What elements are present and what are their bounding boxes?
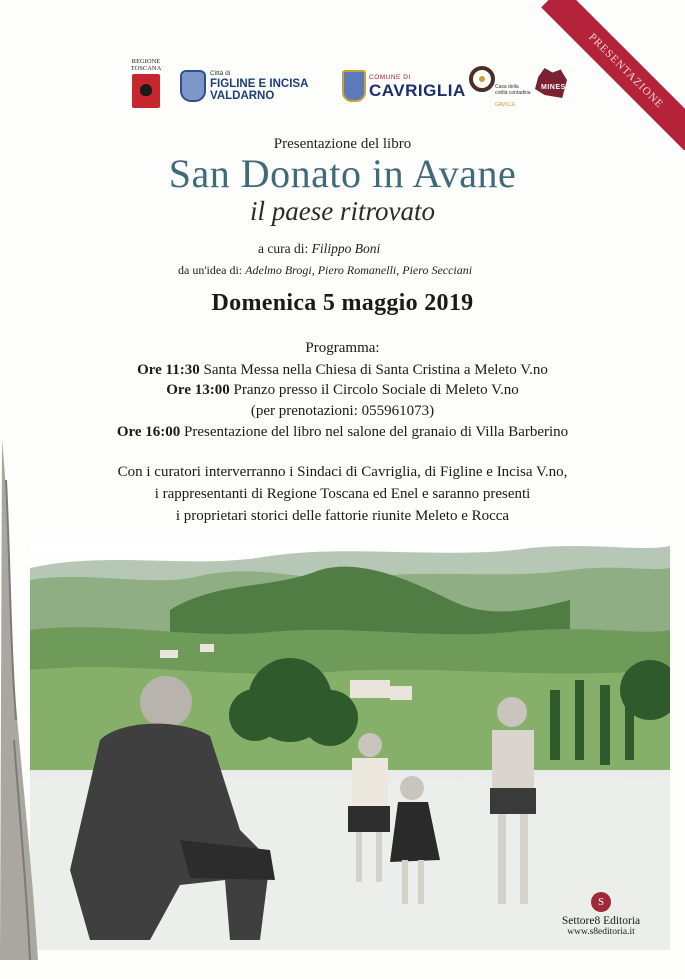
figline-name [210,78,308,102]
tree-trunk-illustration [0,440,48,960]
idea-names: Adelmo Brogi, Piero Romanelli, Piero Secciani [245,263,473,277]
ring-icon [469,66,495,92]
closing-text [0,461,685,527]
program-item [0,382,685,399]
figline-incisa-logo [180,70,330,104]
figline-crest-icon [180,70,206,102]
figline-line1: FIGLINE E INCISA [210,78,309,90]
curator-label: a cura di: [258,241,309,256]
mines-shape-icon [535,68,567,98]
cavriglia-big: CAVRIGLIA [369,81,466,100]
page-subtitle: il paese ritrovato [250,196,435,226]
publisher-url: www.s8editoria.it [567,927,635,937]
casa-line1: Casa della [495,84,519,90]
program-text: Presentazione del libro nel salone del granaio di Villa Barberino [184,424,569,440]
casa-sub: GAVILLE [495,102,516,108]
casa-civilta-logo [465,64,531,108]
closing-line1: Con i curatori interverranno i Sindaci di Cavriglia, di Figline e Incisa V.no, [117,464,568,480]
mines-label: MINES [541,84,566,91]
landscape-illustration [30,540,670,950]
intro-text: Presentazione del libro [273,136,412,152]
ribbon-label: PRESENTAZIONE [541,0,685,150]
toscana-line2: TOSCANA [130,65,162,72]
toscana-line1: REGIONE [131,58,161,65]
page-title: San Donato in Avane [168,151,517,196]
cavriglia-small: COMUNE DI [369,74,411,81]
figline-line2: VALDARNO [210,90,275,102]
regione-toscana-logo [126,58,166,108]
sponsor-logos [120,58,570,118]
mines-logo [533,62,573,106]
program-time: Ore 13:00 [166,382,230,398]
cavriglia-logo [342,70,466,104]
publisher-logo-icon: S [591,892,611,912]
event-date: Domenica 5 maggio 2019 [211,290,474,316]
pegasus-shield-icon [132,74,160,108]
program-item [0,362,685,379]
curator-name: Filippo Boni [311,241,381,256]
program-text: Pranzo presso il Circolo Sociale di Meleto V.no [233,382,519,398]
cavriglia-crest-icon [342,70,366,102]
casa-line2: civiltà contadina [495,90,531,96]
program-item [0,403,685,420]
idea-label: da un'idea di: [178,263,243,277]
curator-line [258,241,380,257]
program-text: Santa Messa nella Chiesa di Santa Cristina a Meleto V.no [203,362,548,378]
program-item [0,424,685,441]
casa-text [495,84,535,96]
closing-line3: i proprietari storici delle fattorie riunite Meleto e Rocca [175,508,510,524]
publisher-block [536,892,666,937]
program-heading: Programma: [305,340,380,356]
program-time: Ore 11:30 [137,362,200,378]
closing-line2: i rappresentanti di Regione Toscana ed Enel e saranno presenti [154,486,531,502]
program-time: Ore 16:00 [116,424,181,440]
program-text: (per prenotazioni: 055961073) [250,403,435,419]
idea-line [178,263,472,278]
landscape-photo [30,540,670,950]
publisher-name: Settore8 Editoria [561,915,641,927]
figline-small: Città di [210,70,231,77]
